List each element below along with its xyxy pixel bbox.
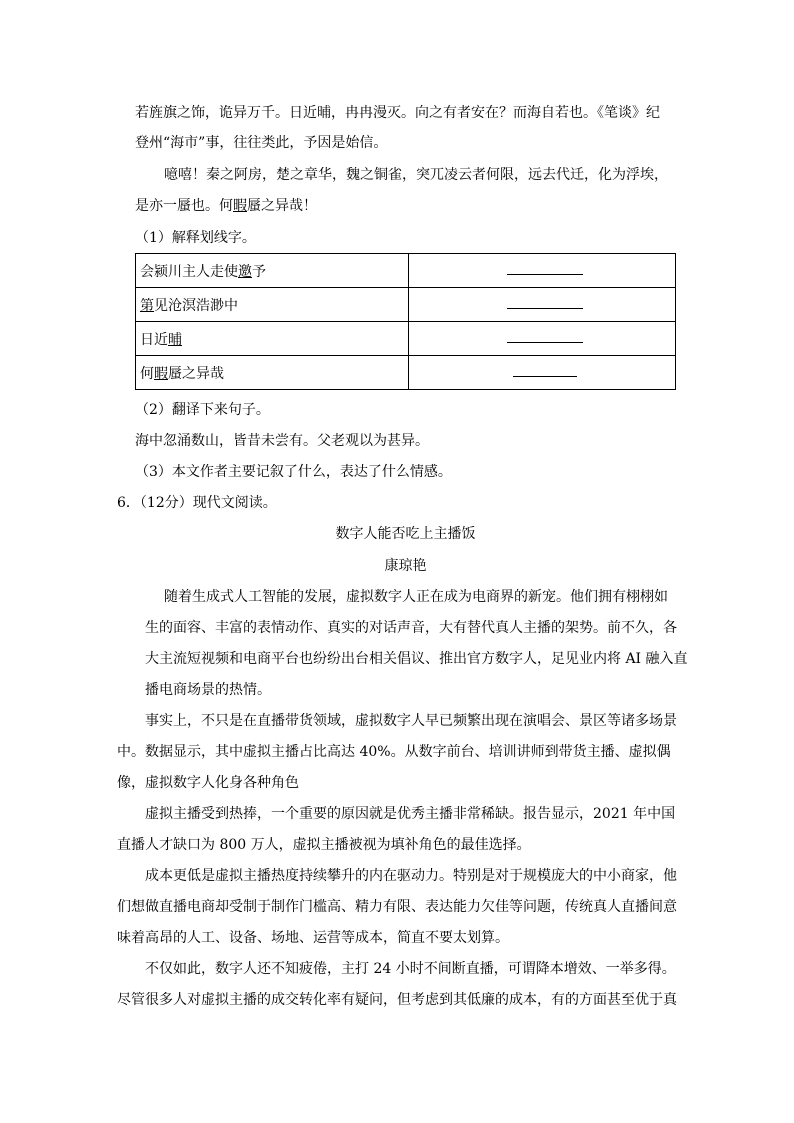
table-row bbox=[136, 254, 676, 288]
table-row bbox=[136, 356, 676, 390]
table-cell-phrase: 日近晡 bbox=[136, 322, 409, 356]
modern-p1-line2: 生的面容、丰富的表情动作、真实的对话声音，大有替代真人主播的架势。前不久，各 bbox=[145, 620, 677, 636]
modern-p3-line1: 虚拟主播受到热捧，一个重要的原因就是优秀主播非常稀缺。报告显示，2021 年中国 bbox=[145, 806, 676, 822]
modern-p2-line3: 像，虚拟数字人化身各种角色 bbox=[117, 775, 299, 791]
answer-blank[interactable] bbox=[507, 296, 583, 309]
q2-sentence: 海中忽涌数山，皆昔未尝有。父老观以为甚异。 bbox=[135, 433, 429, 449]
modern-p5-line1: 不仅如此，数字人还不知疲倦，主打 24 小时不间断直播，可谓降本增效、一举多得。 bbox=[145, 961, 676, 977]
modern-p2-line1: 事实上，不只是在直播带货领域，虚拟数字人早已频繁出现在演唱会、景区等诸多场景 bbox=[145, 713, 677, 729]
answer-blank[interactable] bbox=[507, 330, 583, 343]
classical-underlined-char: 暇 bbox=[233, 198, 247, 214]
modern-p1-line1: 随着生成式人工智能的发展，虚拟数字人正在成为电商界的新宠。他们拥有栩栩如 bbox=[164, 589, 668, 605]
classical-p1-line2: 登州“海市”事，往往类此，予因是始信。 bbox=[135, 135, 388, 151]
modern-p4-line2: 们想做直播电商却受制于制作门槛高、精力有限、表达能力欠佳等问题，传统真人直播间意 bbox=[117, 899, 677, 915]
modern-p1-line4: 播电商场景的热情。 bbox=[145, 682, 271, 698]
answer-blank-cell[interactable] bbox=[409, 356, 676, 390]
article-author: 康琼艳 bbox=[384, 558, 427, 574]
modern-p1-line3: 大主流短视频和电商平台也纷纷出台相关倡议、推出官方数字人，足见业内将 AI 融入直 bbox=[145, 651, 688, 667]
answer-blank-cell[interactable] bbox=[409, 254, 676, 288]
q1-label: （1）解释划线字。 bbox=[135, 230, 256, 246]
table-row bbox=[136, 288, 676, 322]
table-cell-phrase: 会颍川主人走使邀予 bbox=[136, 254, 409, 288]
q2-label: （2）翻译下来句子。 bbox=[135, 402, 270, 418]
q6-header: 6．（12分）现代文阅读。 bbox=[117, 495, 277, 511]
classical-p2-line2-b: 蜃之异哉！ bbox=[247, 198, 317, 214]
answer-blank[interactable] bbox=[513, 364, 577, 377]
modern-p4-line1: 成本更低是虚拟主播热度持续攀升的内在驱动力。特别是对于规模庞大的中小商家，他 bbox=[145, 868, 677, 884]
explanation-table bbox=[135, 253, 676, 390]
answer-blank[interactable] bbox=[507, 262, 583, 275]
answer-blank-cell[interactable] bbox=[409, 322, 676, 356]
modern-p2-line2: 中。数据显示，其中虚拟主播占比高达 40%。从数字前台、培训讲师到带货主播、虚拟偶 bbox=[117, 744, 671, 760]
article-title: 数字人能否吃上主播饭 bbox=[335, 526, 476, 542]
table-cell-phrase: 何暇蜃之异哉 bbox=[136, 356, 409, 390]
classical-p2-line2-a: 是亦一蜃也。何 bbox=[135, 198, 233, 214]
classical-p1-line1: 若旌旗之饰，诡异万千。日近晡，冉冉漫灭。向之有者安在？而海自若也。《笔谈》纪 bbox=[135, 105, 660, 121]
classical-p2-line2 bbox=[135, 196, 317, 216]
modern-p3-line2: 直播人才缺口为 800 万人，虚拟主播被视为填补角色的最佳选择。 bbox=[117, 837, 531, 853]
answer-blank-cell[interactable] bbox=[409, 288, 676, 322]
classical-p2-line1: 噫嘻！秦之阿房，楚之章华，魏之铜雀，突兀凌云者何限，远去代迁，化为浮埃， bbox=[164, 167, 668, 183]
table-cell-phrase: 第见沧溟浩渺中 bbox=[136, 288, 409, 322]
q3-label: （3）本文作者主要记叙了什么，表达了什么情感。 bbox=[135, 464, 452, 480]
modern-p4-line3: 味着高昂的人工、设备、场地、运营等成本，简直不要太划算。 bbox=[117, 930, 509, 946]
table-row bbox=[136, 322, 676, 356]
modern-p5-line2: 尽管很多人对虚拟主播的成交转化率有疑问，但考虑到其低廉的成本，有的方面甚至优于真 bbox=[117, 992, 677, 1008]
